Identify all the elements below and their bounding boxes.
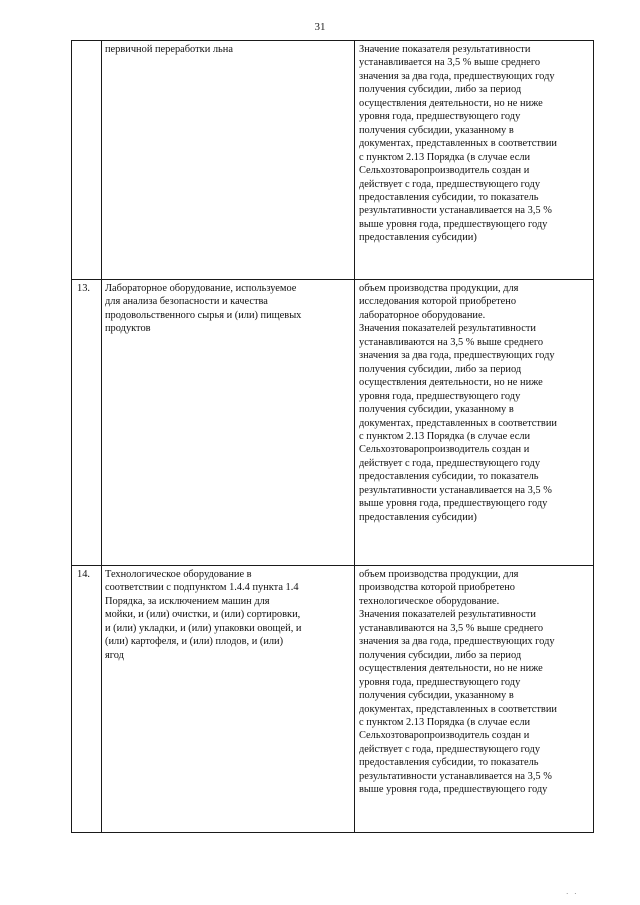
- text-line: объем производства продукции, для: [359, 283, 519, 294]
- text-line: выше уровня года, предшествующего году: [359, 784, 548, 796]
- text-line: Значения показателей результативности: [359, 323, 536, 335]
- performance-indicator-cell: [355, 566, 594, 833]
- text-line: предоставления субсидии, то показатель: [359, 191, 539, 203]
- performance-indicator-cell: [355, 280, 594, 566]
- text-line: Лабораторное оборудование, используемое: [105, 283, 297, 294]
- text-line: устанавливаются на 3,5 % выше среднего: [359, 622, 544, 634]
- row-number-cell: [72, 41, 102, 280]
- text-line: получения субсидии, указанному в: [359, 404, 514, 416]
- text-line: производства которой приобретено: [359, 582, 516, 594]
- table-row: [72, 280, 594, 566]
- text-line: и (или) укладки, и (или) упаковки овощей, и: [105, 622, 302, 634]
- scan-marks: · ·: [566, 890, 579, 898]
- text-line: Значение показателя результативности: [359, 44, 531, 55]
- text-line: для анализа безопасности и качества: [105, 296, 268, 308]
- text-line: ягод: [105, 649, 124, 661]
- text-line: выше уровня года, предшествующего году: [359, 218, 548, 230]
- text-line: получения субсидии, либо за период: [359, 363, 522, 375]
- text-line: результативности устанавливается на 3,5 %: [359, 205, 552, 217]
- text-line: выше уровня года, предшествующего году: [359, 498, 548, 510]
- text-line: действует с года, предшествующего году: [359, 178, 541, 190]
- text-line: Порядка, за исключением машин для: [105, 595, 270, 607]
- row-number-cell: 13.: [72, 280, 102, 566]
- text-line: Сельхозтоваропроизводитель создан и: [359, 730, 530, 742]
- text-line: получения субсидии, либо за период: [359, 649, 522, 661]
- text-line: с пунктом 2.13 Порядка (в случае если: [359, 151, 531, 163]
- text-line: объем производства продукции, для: [359, 569, 519, 580]
- text-line: осуществления деятельности, но не ниже: [359, 97, 543, 109]
- table-row: [72, 41, 594, 280]
- performance-indicator-cell: [355, 41, 594, 280]
- text-line: мойки, и (или) очистки, и (или) сортировки,: [105, 609, 301, 621]
- text-line: продуктов: [105, 323, 151, 335]
- text-line: документах, представленных в соответствии: [359, 703, 557, 715]
- text-line: осуществления деятельности, но не ниже: [359, 377, 543, 389]
- text-line: предоставления субсидии): [359, 511, 477, 523]
- text-line: (или) картофеля, и (или) плодов, и (или): [105, 636, 284, 648]
- text-line: документах, представленных в соответствии: [359, 417, 557, 429]
- text-line: соответствии с подпунктом 1.4.4 пункта 1.4: [105, 582, 299, 594]
- table-row: [72, 566, 594, 833]
- text-line: уровня года, предшествующего году: [359, 676, 521, 688]
- text-line: Сельхозтоваропроизводитель создан и: [359, 444, 530, 456]
- text-line: предоставления субсидии): [359, 232, 477, 244]
- text-line: предоставления субсидии, то показатель: [359, 471, 539, 483]
- text-line: технологическое оборудование.: [359, 595, 500, 607]
- text-line: получения субсидии, либо за период: [359, 84, 522, 96]
- text-line: исследования которой приобретено: [359, 296, 517, 308]
- text-line: значения за два года, предшествующих году: [359, 70, 555, 82]
- text-line: значения за два года, предшествующих году: [359, 636, 555, 648]
- text-line: Значения показателей результативности: [359, 609, 536, 621]
- text-line: Технологическое оборудование в: [105, 569, 252, 580]
- text-line: получения субсидии, указанному в: [359, 690, 514, 702]
- text-line: Сельхозтоваропроизводитель создан и: [359, 165, 530, 177]
- text-line: получения субсидии, указанному в: [359, 124, 514, 136]
- row-number-cell: 14.: [72, 566, 102, 833]
- equipment-name-cell: [102, 41, 355, 280]
- subsidy-indicators-table: [71, 40, 594, 833]
- text-line: результативности устанавливается на 3,5 %: [359, 484, 552, 496]
- text-line: действует с года, предшествующего году: [359, 743, 541, 755]
- text-line: устанавливаются на 3,5 % выше среднего: [359, 336, 544, 348]
- text-line: лабораторное оборудование.: [359, 309, 486, 321]
- equipment-name-cell: [102, 280, 355, 566]
- equipment-name-cell: [102, 566, 355, 833]
- text-line: уровня года, предшествующего году: [359, 390, 521, 402]
- text-line: уровня года, предшествующего году: [359, 111, 521, 123]
- text-line: первичной переработки льна: [105, 44, 233, 55]
- page-number: 31: [314, 21, 326, 33]
- text-line: с пунктом 2.13 Порядка (в случае если: [359, 430, 531, 442]
- text-line: значения за два года, предшествующих году: [359, 350, 555, 362]
- text-line: действует с года, предшествующего году: [359, 457, 541, 469]
- text-line: предоставления субсидии, то показатель: [359, 757, 539, 769]
- text-line: осуществления деятельности, но не ниже: [359, 663, 543, 675]
- text-line: документах, представленных в соответствии: [359, 138, 557, 150]
- text-line: результативности устанавливается на 3,5 %: [359, 770, 552, 782]
- text-line: устанавливается на 3,5 % выше среднего: [359, 57, 541, 69]
- text-line: с пунктом 2.13 Порядка (в случае если: [359, 716, 531, 728]
- text-line: продовольственного сырья и (или) пищевых: [105, 309, 302, 321]
